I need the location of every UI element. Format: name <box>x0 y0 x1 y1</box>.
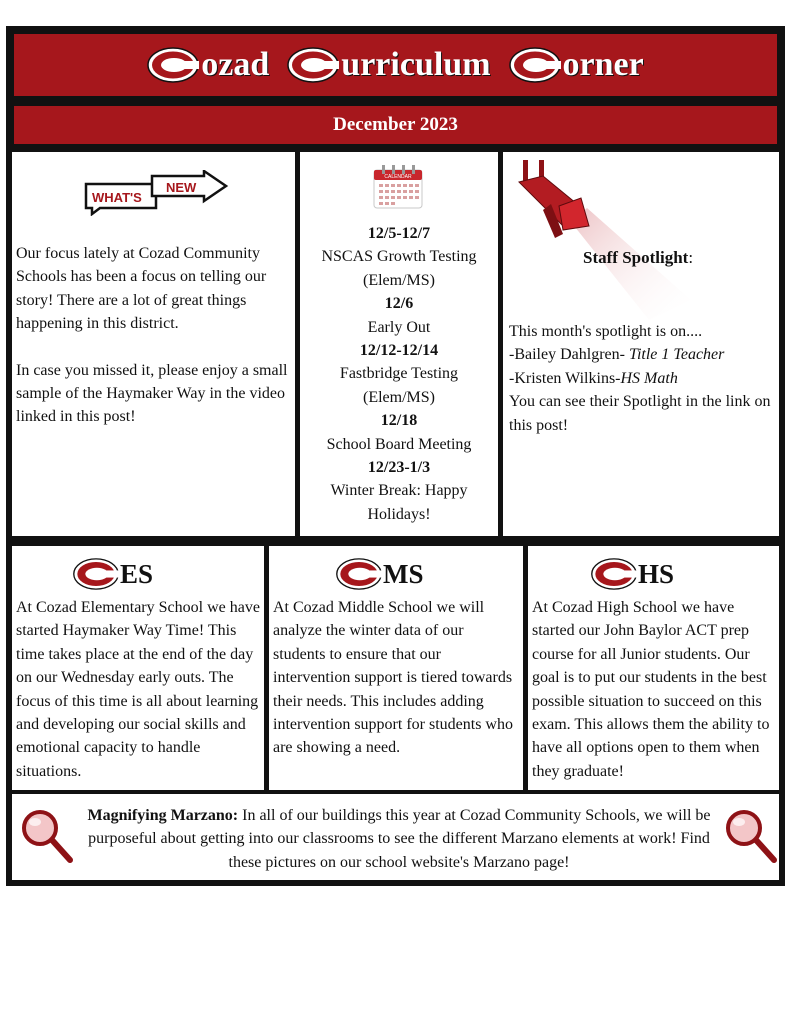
cozad-c-logo-icon <box>287 47 339 83</box>
calendar-icon <box>372 164 424 210</box>
school-label: ES <box>120 558 154 589</box>
marzano-section <box>12 794 779 880</box>
title-word-curriculum: urriculum <box>287 46 490 84</box>
spotlight-text <box>509 320 775 437</box>
staff-spotlight-section <box>503 152 779 536</box>
event-description: Winter Break: Happy Holidays! <box>330 482 468 523</box>
cozad-c-logo-icon <box>590 558 638 590</box>
event-description: Early Out <box>367 318 431 336</box>
spotlight-person: -Bailey Dahlgren- Title 1 Teacher <box>509 346 725 364</box>
cozad-c-logo-icon <box>72 558 120 590</box>
title-banner <box>12 32 779 98</box>
calendar-section <box>300 152 498 536</box>
badge-left-text: WHAT'S <box>92 190 142 205</box>
event-date: 12/23-1/3 <box>367 459 431 477</box>
news-paragraph: Our focus lately at Cozad Community Schools has been a focus on telling our story! There are a lot of great things happening in this district. <box>16 245 267 333</box>
magnifying-glass-icon <box>20 808 74 864</box>
badge-right-text: NEW <box>166 180 197 195</box>
spotlight-person: -Kristen Wilkins-HS Math <box>509 369 678 387</box>
calendar-event <box>300 339 498 409</box>
calendar-event <box>300 222 498 292</box>
calendar-event <box>300 456 498 526</box>
event-description: NSCAS Growth Testing (Elem/MS) <box>321 248 477 289</box>
spotlight-icon <box>509 160 699 320</box>
cozad-c-logo-icon <box>335 558 383 590</box>
marzano-text: Magnifying Marzano: In all of our buildings this year at Cozad Community Schools, we will be purposeful about getting into our classrooms to see the different Marzano elements at work! Find these pictures on our school website's Marzano page! <box>87 807 711 871</box>
title-word-cozad: ozad <box>147 46 269 84</box>
calendar-event <box>300 292 498 339</box>
calendar-icon-label: CALENDAR <box>384 174 412 180</box>
school-heading <box>590 558 674 590</box>
whats-new-section <box>12 152 295 536</box>
event-date: 12/6 <box>384 295 414 313</box>
page-title <box>147 46 643 84</box>
whats-new-arrow-icon <box>82 170 230 216</box>
event-date: 12/12-12/14 <box>359 342 439 360</box>
news-paragraph: In case you missed it, please enjoy a small sample of the Haymaker Way in the video linked in this post! <box>16 361 288 426</box>
month-bar: December 2023 <box>12 104 779 146</box>
title-word-corner: orner <box>509 46 644 84</box>
spotlight-intro: This month's spotlight is on.... <box>509 323 703 340</box>
high-school-section <box>528 546 779 790</box>
calendar-event <box>300 409 498 456</box>
school-text: At Cozad Middle School we will analyze the winter data of our students to ensure that our intervention support is tiered towards their needs. This includes adding intervention support for students who are showing a need. <box>273 599 513 757</box>
school-label: MS <box>383 558 424 589</box>
cozad-c-logo-icon <box>147 47 199 83</box>
event-description: Fastbridge Testing (Elem/MS) <box>339 365 459 406</box>
cozad-c-logo-icon <box>509 47 561 83</box>
section-divider <box>6 536 785 544</box>
school-text: At Cozad Elementary School we have started Haymaker Way Time! This time takes place at the end of the day on our Wednesday early outs. The focus of this time is all about learning and developing our social skills and emotional capacity to handle situations. <box>16 599 260 780</box>
school-heading <box>72 558 153 590</box>
calendar-event-list <box>300 222 498 526</box>
middle-school-section <box>269 546 523 790</box>
school-label: HS <box>638 558 675 589</box>
event-date: 12/18 <box>380 412 418 430</box>
event-description: School Board Meeting <box>326 435 472 453</box>
spotlight-title: Staff Spotlight: <box>583 248 694 267</box>
school-text: At Cozad High School we have started our John Baylor ACT prep course for all Junior students. Our goal is to put our students in the best possible situation to succeed on this exam. This allows them the ability to have all options open to them when they graduate! <box>532 599 770 780</box>
marzano-label: Magnifying Marzano: <box>87 807 239 824</box>
magnifying-glass-icon <box>724 808 778 864</box>
spotlight-outro: You can see their Spotlight in the link on this post! <box>509 393 771 434</box>
newsletter-sheet <box>6 26 785 886</box>
elementary-school-section <box>12 546 264 790</box>
event-date: 12/5-12/7 <box>367 225 431 242</box>
school-heading <box>335 558 424 590</box>
whats-new-text <box>16 242 292 429</box>
